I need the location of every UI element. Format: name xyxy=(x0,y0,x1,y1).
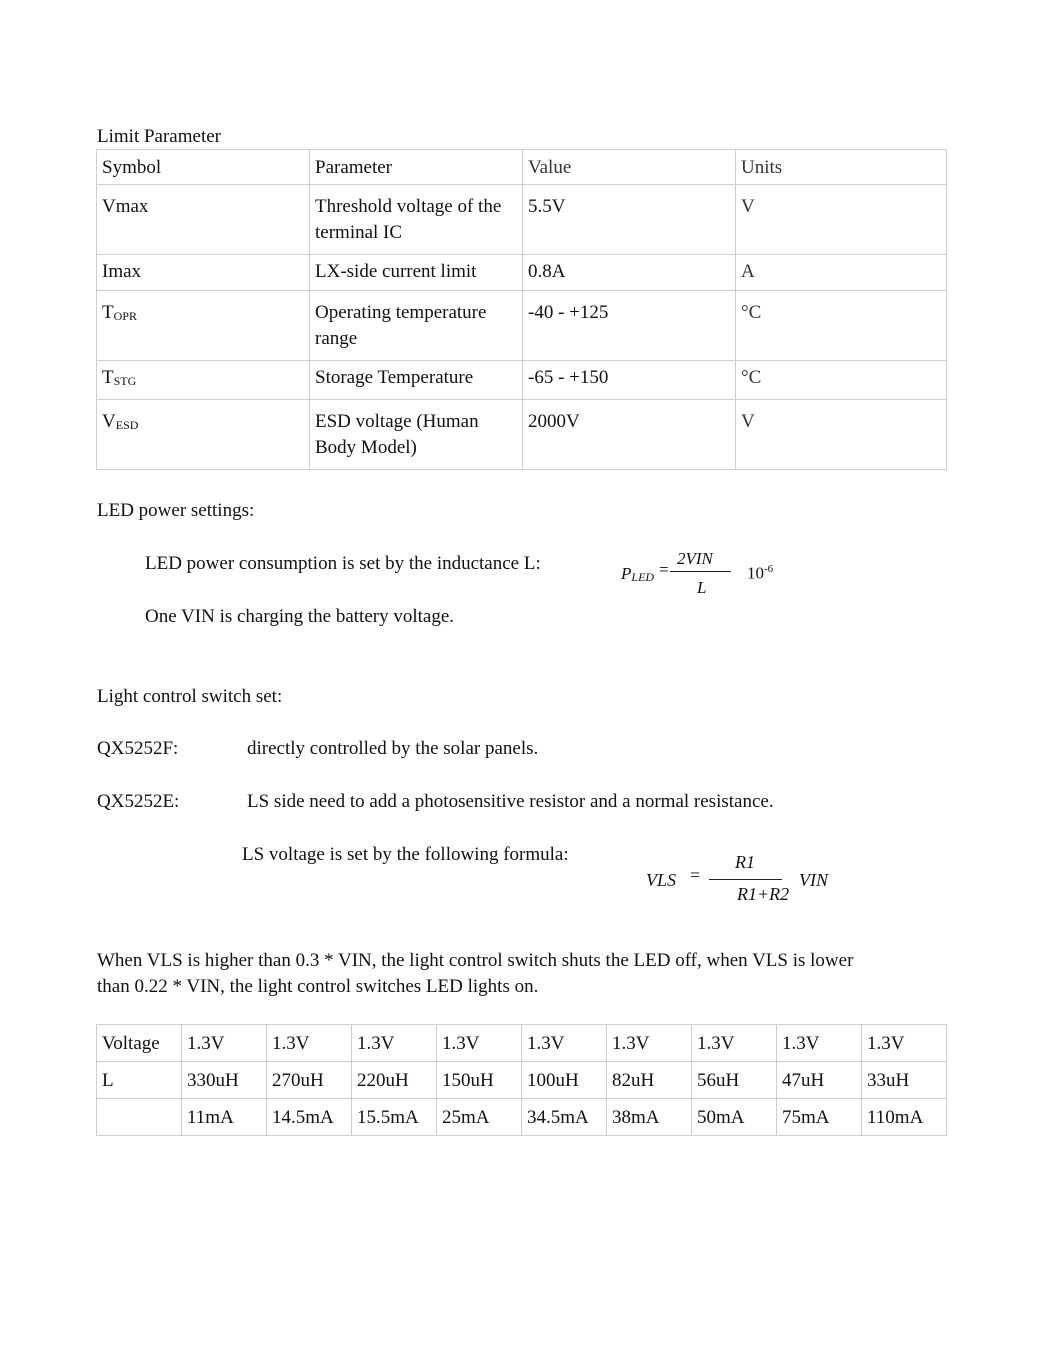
table-cell: 15.5mA xyxy=(352,1099,437,1136)
model-label-e: QX5252E: xyxy=(97,791,180,812)
header-value: Value xyxy=(523,150,736,185)
table-cell: 1.3V xyxy=(437,1025,522,1062)
table-cell: 1.3V xyxy=(522,1025,607,1062)
symbol-cell xyxy=(97,255,310,291)
symbol-text: V xyxy=(102,411,116,432)
parameter-cell: ESD voltage (Human Body Model) xyxy=(310,400,523,470)
symbol-text: T xyxy=(102,367,114,388)
table-cell: 14.5mA xyxy=(267,1099,352,1136)
table-cell: 1.3V xyxy=(862,1025,947,1062)
formula-equals: = xyxy=(659,560,669,579)
header-symbol: Symbol xyxy=(97,150,310,185)
header-parameter: Parameter xyxy=(310,150,523,185)
symbol-subscript: OPR xyxy=(113,309,137,323)
table-cell: 56uH xyxy=(692,1062,777,1099)
formula-lhs-subscript: LED xyxy=(631,570,655,584)
table-cell: 150uH xyxy=(437,1062,522,1099)
table-cell: 38mA xyxy=(607,1099,692,1136)
table-row-inductance xyxy=(97,1062,947,1099)
value-cell: 5.5V xyxy=(523,185,736,255)
formula-numerator: R1 xyxy=(735,852,755,872)
formula-exponent: -6 xyxy=(764,563,774,575)
model-desc-f: directly controlled by the solar panels. xyxy=(247,738,539,759)
formula-lhs: VLS xyxy=(646,870,677,890)
table-cell: 1.3V xyxy=(692,1025,777,1062)
fraction-bar xyxy=(670,571,731,572)
fraction-bar xyxy=(709,879,782,880)
symbol-subscript: STG xyxy=(113,374,137,388)
value-cell: 2000V xyxy=(523,400,736,470)
model-label-f: QX5252F: xyxy=(97,738,179,759)
table-cell: 220uH xyxy=(352,1062,437,1099)
table-row-current xyxy=(97,1099,947,1136)
table-cell: 1.3V xyxy=(267,1025,352,1062)
formula-factor-base: 10 xyxy=(747,563,764,583)
table-cell: 1.3V xyxy=(182,1025,267,1062)
table-cell: 33uH xyxy=(862,1062,947,1099)
row-label xyxy=(97,1099,182,1136)
table-cell: 82uH xyxy=(607,1062,692,1099)
table-cell: 75mA xyxy=(777,1099,862,1136)
table-cell: 270uH xyxy=(267,1062,352,1099)
parameter-cell: Storage Temperature xyxy=(310,361,523,400)
formula-lhs-symbol: P xyxy=(621,564,632,583)
table-cell: 34.5mA xyxy=(522,1099,607,1136)
symbol-cell xyxy=(97,185,310,255)
header-units: Units xyxy=(736,150,947,185)
unit-cell: V xyxy=(736,400,947,470)
symbol-cell xyxy=(97,291,310,361)
table-header-row xyxy=(97,150,947,185)
symbol-text: T xyxy=(102,302,114,323)
formula-numerator: 2VIN xyxy=(677,549,713,568)
value-cell: 0.8A xyxy=(523,255,736,291)
formula-denominator: R1+R2 xyxy=(737,884,790,904)
limit-parameter-title: Limit Parameter xyxy=(97,126,221,147)
light-control-heading: Light control switch set: xyxy=(97,686,283,707)
unit-cell: A xyxy=(736,255,947,291)
symbol-cell xyxy=(97,400,310,470)
led-power-heading: LED power settings: xyxy=(97,500,255,521)
unit-cell: °C xyxy=(736,291,947,361)
table-cell: 47uH xyxy=(777,1062,862,1099)
threshold-note-line2: than 0.22 * VIN, the light control switches LED lights on. xyxy=(97,976,539,997)
table-row xyxy=(97,291,947,361)
table-cell: 1.3V xyxy=(607,1025,692,1062)
table-cell: 25mA xyxy=(437,1099,522,1136)
row-label: Voltage xyxy=(97,1025,182,1062)
table-cell: 110mA xyxy=(862,1099,947,1136)
formula-lhs xyxy=(621,564,654,585)
formula-factor xyxy=(747,563,773,584)
symbol-subscript: ESD xyxy=(115,418,139,432)
formula-intro: LS voltage is set by the following formula: xyxy=(242,844,569,865)
led-inductance-table xyxy=(96,1024,947,1136)
table-cell: 1.3V xyxy=(352,1025,437,1062)
led-power-line2: One VIN is charging the battery voltage. xyxy=(145,606,455,627)
formula-equals: = xyxy=(690,865,701,885)
table-row xyxy=(97,255,947,291)
symbol-text: Imax xyxy=(102,261,142,282)
unit-cell: °C xyxy=(736,361,947,400)
limit-parameter-table xyxy=(96,149,947,470)
model-desc-e: LS side need to add a photosensitive resistor and a normal resistance. xyxy=(247,791,774,812)
value-cell: -40 - +125 xyxy=(523,291,736,361)
formula-denominator: L xyxy=(697,578,707,597)
symbol-cell xyxy=(97,361,310,400)
table-row-voltage xyxy=(97,1025,947,1062)
table-cell: 50mA xyxy=(692,1099,777,1136)
formula-factor: VIN xyxy=(799,870,828,890)
table-cell: 100uH xyxy=(522,1062,607,1099)
table-cell: 330uH xyxy=(182,1062,267,1099)
value-cell: -65 - +150 xyxy=(523,361,736,400)
parameter-cell: Threshold voltage of the terminal IC xyxy=(310,185,523,255)
led-power-line1: LED power consumption is set by the inductance L: xyxy=(145,553,541,574)
parameter-cell: Operating temperature range xyxy=(310,291,523,361)
table-row xyxy=(97,185,947,255)
symbol-text: Vmax xyxy=(102,196,149,217)
table-row xyxy=(97,361,947,400)
threshold-note-line1: When VLS is higher than 0.3 * VIN, the light control switch shuts the LED off, when VLS is lower xyxy=(97,950,854,971)
unit-cell: V xyxy=(736,185,947,255)
table-cell: 11mA xyxy=(182,1099,267,1136)
table-cell: 1.3V xyxy=(777,1025,862,1062)
table-row xyxy=(97,400,947,470)
row-label: L xyxy=(97,1062,182,1099)
parameter-cell: LX-side current limit xyxy=(310,255,523,291)
